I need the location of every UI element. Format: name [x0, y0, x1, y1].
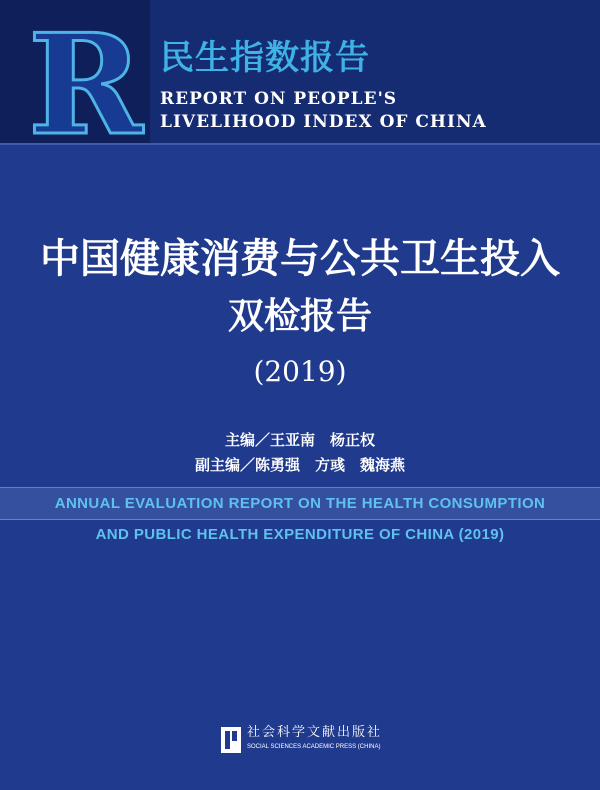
publisher-block [221, 724, 421, 756]
series-title-english-line2: LIVELIHOOD INDEX OF CHINA [160, 112, 487, 132]
book-title-line2: 双检报告 [227, 296, 372, 337]
series-title-english [160, 88, 590, 134]
book-title [0, 230, 600, 346]
deputy-editors: 副主编／陈勇强 方彧 魏海燕 [194, 456, 405, 474]
publisher-name-english: SOCIAL SCIENCES ACADEMIC PRESS (CHINA) [247, 744, 381, 750]
chief-editors: 主编／王亚南 杨正权 [224, 431, 375, 449]
publisher-name-chinese: 社会科学文献出版社 [247, 725, 383, 740]
editors-block [0, 428, 600, 478]
english-band-bottom-rule [0, 519, 600, 520]
english-title-line2: AND PUBLIC HEALTH EXPENDITURE OF CHINA (2019) [95, 526, 505, 543]
series-title-chinese: 民生指数报告 [160, 38, 370, 78]
publisher-logo-icon [221, 727, 241, 753]
series-logo-letter: R [28, 3, 143, 166]
book-year: (2019) [253, 355, 347, 388]
book-title-line1: 中国健康消费与公共卫生投入 [40, 236, 560, 282]
english-title-line1: ANNUAL EVALUATION REPORT ON THE HEALTH CONSUMPTION [54, 495, 546, 512]
series-title-english-line1: REPORT ON PEOPLE'S [160, 89, 398, 109]
